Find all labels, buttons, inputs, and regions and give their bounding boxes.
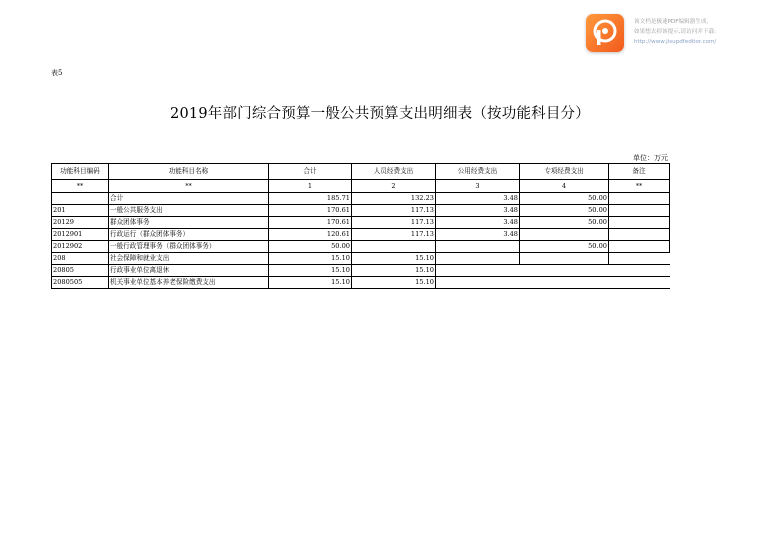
row-note xyxy=(609,205,670,217)
index-cell: 4 xyxy=(520,180,609,193)
row-special xyxy=(520,265,609,277)
table-index-row xyxy=(52,180,670,193)
row-code: 20805 xyxy=(52,265,109,277)
row-total: 170.61 xyxy=(269,205,352,217)
budget-table xyxy=(51,163,670,289)
row-name: 合计 xyxy=(109,193,269,205)
row-special xyxy=(520,277,609,289)
header-public: 公用经费支出 xyxy=(436,164,520,180)
row-total: 15.10 xyxy=(269,253,352,265)
table-row xyxy=(52,277,670,289)
row-code: 208 xyxy=(52,253,109,265)
row-personnel: 15.10 xyxy=(352,253,436,265)
row-code: 201 xyxy=(52,205,109,217)
header-personnel: 人员经费支出 xyxy=(352,164,436,180)
index-cell: ** xyxy=(109,180,269,193)
row-personnel: 117.13 xyxy=(352,217,436,229)
row-public: 3.48 xyxy=(436,193,520,205)
header-code: 功能科目编码 xyxy=(52,164,109,180)
row-total: 15.10 xyxy=(269,277,352,289)
row-name: 一般行政管理事务（群众团体事务） xyxy=(109,241,269,253)
table-number: 表5 xyxy=(51,69,63,77)
row-total: 170.61 xyxy=(269,217,352,229)
table-row xyxy=(52,265,670,277)
row-total: 15.10 xyxy=(269,265,352,277)
table-row xyxy=(52,217,670,229)
row-name: 行政事业单位离退休 xyxy=(109,265,269,277)
page-title: 2019年部门综合预算一般公共预算支出明细表（按功能科目分） xyxy=(170,106,590,122)
row-special xyxy=(520,229,609,241)
row-special: 50.00 xyxy=(520,193,609,205)
watermark-notice xyxy=(634,17,758,47)
row-total: 185.71 xyxy=(269,193,352,205)
row-code: 2080505 xyxy=(52,277,109,289)
row-public xyxy=(436,277,520,289)
table-row xyxy=(52,253,670,265)
table-row xyxy=(52,241,670,253)
row-code xyxy=(52,193,109,205)
row-public xyxy=(436,253,520,265)
row-special xyxy=(520,253,609,265)
row-note xyxy=(609,241,670,253)
row-personnel xyxy=(352,241,436,253)
row-code: 2012901 xyxy=(52,229,109,241)
row-public xyxy=(436,265,520,277)
row-name: 行政运行（群众团体事务） xyxy=(109,229,269,241)
index-cell: ** xyxy=(52,180,109,193)
header-name: 功能科目名称 xyxy=(109,164,269,180)
row-note xyxy=(609,277,670,289)
row-note xyxy=(609,229,670,241)
index-cell: ** xyxy=(609,180,670,193)
row-note xyxy=(609,217,670,229)
row-total: 120.61 xyxy=(269,229,352,241)
row-name: 社会保障和就业支出 xyxy=(109,253,269,265)
watermark-link[interactable]: http://www.jisupdfeditor.com/ xyxy=(634,39,717,45)
pdf-editor-logo-icon xyxy=(586,14,624,52)
table-header-row xyxy=(52,164,670,180)
watermark-line-2: 如果想去掉该提示,请访问并下载: xyxy=(634,29,716,35)
row-personnel: 15.10 xyxy=(352,265,436,277)
header-special: 专项经费支出 xyxy=(520,164,609,180)
row-note xyxy=(609,265,670,277)
row-note xyxy=(609,193,670,205)
row-name: 一般公共服务支出 xyxy=(109,205,269,217)
index-cell: 3 xyxy=(436,180,520,193)
row-special: 50.00 xyxy=(520,241,609,253)
table-row xyxy=(52,229,670,241)
row-personnel: 117.13 xyxy=(352,205,436,217)
unit-label: 单位：万元 xyxy=(633,154,668,162)
row-code: 2012902 xyxy=(52,241,109,253)
row-special: 50.00 xyxy=(520,205,609,217)
row-personnel: 132.23 xyxy=(352,193,436,205)
row-code: 20129 xyxy=(52,217,109,229)
header-total: 合计 xyxy=(269,164,352,180)
table-row xyxy=(52,193,670,205)
index-cell: 1 xyxy=(269,180,352,193)
row-total: 50.00 xyxy=(269,241,352,253)
row-note xyxy=(609,253,670,265)
header-note: 备注 xyxy=(609,164,670,180)
table-row xyxy=(52,205,670,217)
row-name: 群众团体事务 xyxy=(109,217,269,229)
row-name: 机关事业单位基本养老保险缴费支出 xyxy=(109,277,269,289)
row-personnel: 117.13 xyxy=(352,229,436,241)
row-special: 50.00 xyxy=(520,217,609,229)
index-cell: 2 xyxy=(352,180,436,193)
row-public xyxy=(436,241,520,253)
row-public: 3.48 xyxy=(436,229,520,241)
row-public: 3.48 xyxy=(436,217,520,229)
watermark-line-1: 该文档是极速PDF编辑器生成, xyxy=(634,19,709,25)
row-personnel: 15.10 xyxy=(352,277,436,289)
row-public: 3.48 xyxy=(436,205,520,217)
